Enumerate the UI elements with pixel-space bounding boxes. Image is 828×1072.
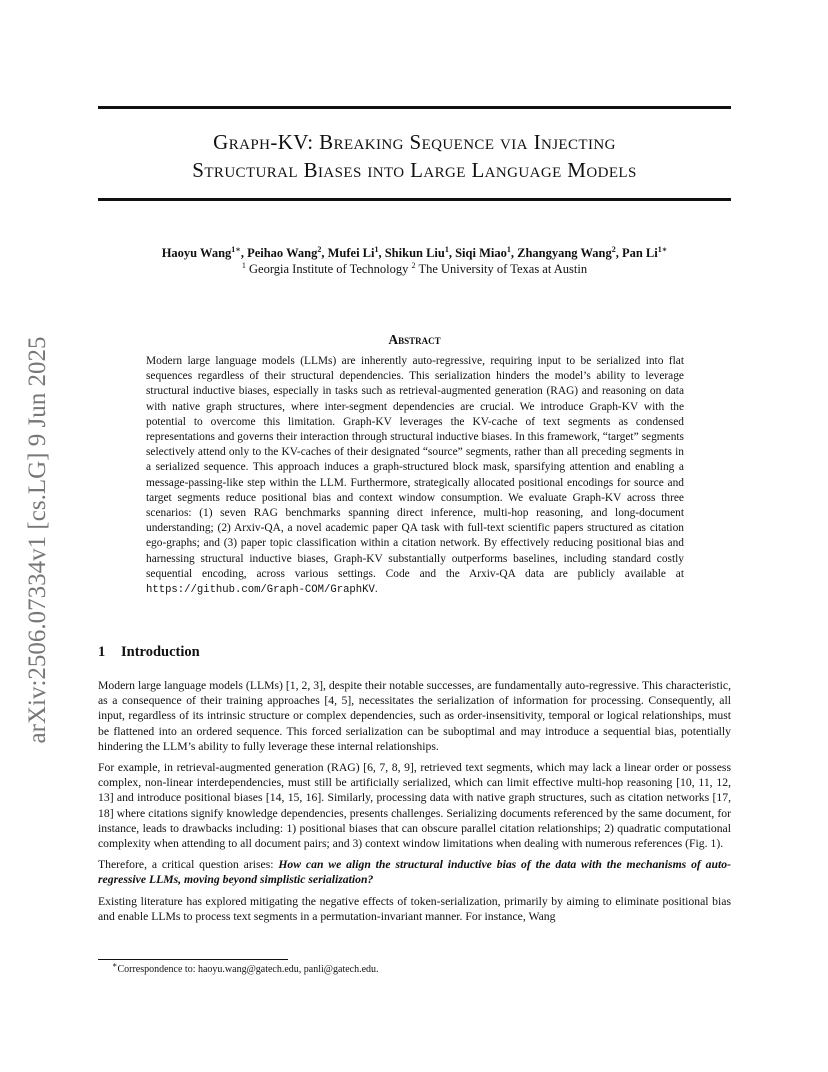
section-number: 1 bbox=[98, 644, 106, 660]
title-rule-top bbox=[98, 106, 731, 109]
abstract-heading: Abstract bbox=[388, 332, 441, 347]
affiliation-ut-austin: The University of Texas at Austin bbox=[415, 262, 588, 276]
section-title: Introduction bbox=[121, 644, 200, 660]
abstract-text: Modern large language models (LLMs) are inherently auto-regressive, requiring input to be serialized into flat sequences regardless of their structural dependencies. This serialization hinders the model’s ability to leverage structural inductive biases, especially in tasks such as retrieval-augmented generation (RAG) and reasoning on data with native graph structures, where inter-segment dependencies are crucial. We introduce Graph-KV with the potential to overcome this limitation. Graph-KV leverages the KV-cache of text segments as condensed representations and governs their interaction through structural inductive biases. In this framework, “target” segments selectively attend only to the KV-caches of their designated “source” segments, rather than all preceding segments in a serialized sequence. This approach induces a graph-structured block mask, sparsifying attention and enabling a message-passing-like step within the LLM. Furthermore, strategically allocated positional encodings for source and target segments reduce positional bias and context window consumption. We evaluate Graph-KV across three scenarios: (1) seven RAG benchmarks spanning direct inference, multi-hop reasoning, and long-document understanding; (2) Arxiv-QA, a novel academic paper QA task with full-text scientific papers structured as citation ego-graphs; and (3) paper topic classification within a citation network. By effectively reducing positional bias and harnessing structural inductive biases, Graph-KV substantially outperforms baselines, including standard costly sequential encoding, across various settings. Code and the Arxiv-QA data are publicly available at bbox=[146, 355, 684, 580]
author: Haoyu Wang$^{1∗}$, bbox=[161, 244, 248, 260]
footnote-text: Correspondence to: haoyu.wang@gatech.edu, panli@gatech.edu. bbox=[117, 964, 379, 975]
abstract-body: Modern large language models (LLMs) are inherently auto-regressive, requiring input to be serialized into flat sequences regardless of their structural dependencies. This serialization hinders the model’s ability to leverage structural inductive biases, especially in tasks such as retrieval-augmented generation (RAG) and reasoning on data with native graph structures, where inter-segment dependencies are crucial. We introduce Graph-KV with the potential to overcome this limitation. Graph-KV leverages the KV-cache of text segments as condensed representations and governs their interaction through structural inductive biases. In this framework, “target” segments selectively attend only to the KV-caches of their designated “source” segments, rather than all preceding segments in a serialized sequence. This approach induces a graph-structured block mask, sparsifying attention and enabling a message-passing-like step within the LLM. Furthermore, strategically allocated positional encodings for source and target segments reduce positional bias and context window consumption. We evaluate Graph-KV across three scenarios: (1) seven RAG benchmarks spanning direct inference, multi-hop reasoning, and long-document understanding; (2) Arxiv-QA, a novel academic paper QA task with full-text scientific papers structured as citation ego-graphs; and (3) paper topic classification within a citation network. By effectively reducing positional bias and harnessing structural inductive biases, Graph-KV substantially outperforms baselines, including standard costly sequential encoding, across various settings. Code and the Arxiv-QA data are publicly available at https://github.com/Graph-COM/GraphKV. bbox=[146, 355, 684, 597]
section-heading-introduction bbox=[98, 644, 200, 661]
title-line-1: Graph-KV: Breaking Sequence via Injecting bbox=[213, 130, 616, 154]
author: Zhangyang Wang$^2$, bbox=[517, 244, 622, 260]
title-line-2: Structural Biases into Large Language Models bbox=[192, 158, 637, 182]
author-list bbox=[98, 246, 731, 261]
affiliation-georgia-tech: Georgia Institute of Technology bbox=[245, 262, 412, 276]
affiliations: $^1$ Georgia Institute of Technology $^2$ The University of Texas at Austin bbox=[241, 260, 588, 276]
introduction-body bbox=[98, 678, 731, 930]
author: Pan $Li^{1∗}$ bbox=[621, 244, 668, 260]
author: Siqi Miao$^1$, bbox=[455, 244, 518, 260]
author: Mufei Li$^1$, bbox=[327, 244, 385, 260]
footnote-rule bbox=[98, 959, 288, 960]
footnote: ∗Correspondence to: haoyu.wang@gatech.edu, panli@gatech.edu. bbox=[112, 960, 379, 975]
paragraph: Existing literature has explored mitigating the negative effects of token-serialization, primarily by aiming to eliminate positional bias and enable LLMs to process text segments in a permutation-invariant manner. For instance, Wang bbox=[98, 894, 731, 923]
paper-title bbox=[98, 128, 731, 184]
title-rule-bottom bbox=[98, 198, 731, 201]
research-question: How can we align the structural inductive bias of the data with the mechanisms of auto-regressive LLMs, moving beyond simplistic serialization? bbox=[98, 858, 731, 887]
author: Peihao Wang$^2$, bbox=[247, 244, 328, 260]
code-link[interactable]: https://github.com/Graph-COM/GraphKV bbox=[146, 584, 375, 597]
author: Shikun Liu$^1$, bbox=[384, 244, 456, 260]
arxiv-identifier-stamp: arXiv:2506.07334v1 [cs.LG] 9 Jun 2025 bbox=[24, 336, 51, 744]
paragraph: Therefore, a critical question arises: How can we align the structural inductive bias of the data with the mechanisms of auto-regressive LLMs, moving beyond simplistic serialization? bbox=[98, 858, 731, 887]
paragraph: For example, in retrieval-augmented generation (RAG) [6, 7, 8, 9], retrieved text segments, which may lack a linear order or possess complex, non-linear interdependencies, must still be artificially serialized, which can limit effective multi-hop reasoning [10, 11, 12, 13] and introduce positional biases [14, 15, 16]. Similarly, processing data with native graph structures, such as citation networks [17, 18] where citations signify knowledge dependencies, presents challenges. Serializing documents referenced by the same document, for instance, leads to drawbacks including: 1) positional biases that can obscure parallel citation relationships; 2) quadratic computational complexity when attending to all document pairs; and 3) context window limitations when dealing with numerous references (Fig. 1). bbox=[98, 761, 731, 851]
paragraph: Modern large language models (LLMs) [1, 2, 3], despite their notable successes, are fundamentally auto-regressive. This characteristic, as a consequence of their training approaches [4, 5], necessitates the serialization of information for processing. Consequently, all input, regardless of its intrinsic structure or complex dependencies, such as order-insensitivity, temporal or logical relationships, must be flattened into an ordered sequence. This forced serialization can be suboptimal and may introduce a sequential bias, potentially hindering the LLM’s ability to fully leverage these internal relationships. bbox=[98, 679, 731, 753]
